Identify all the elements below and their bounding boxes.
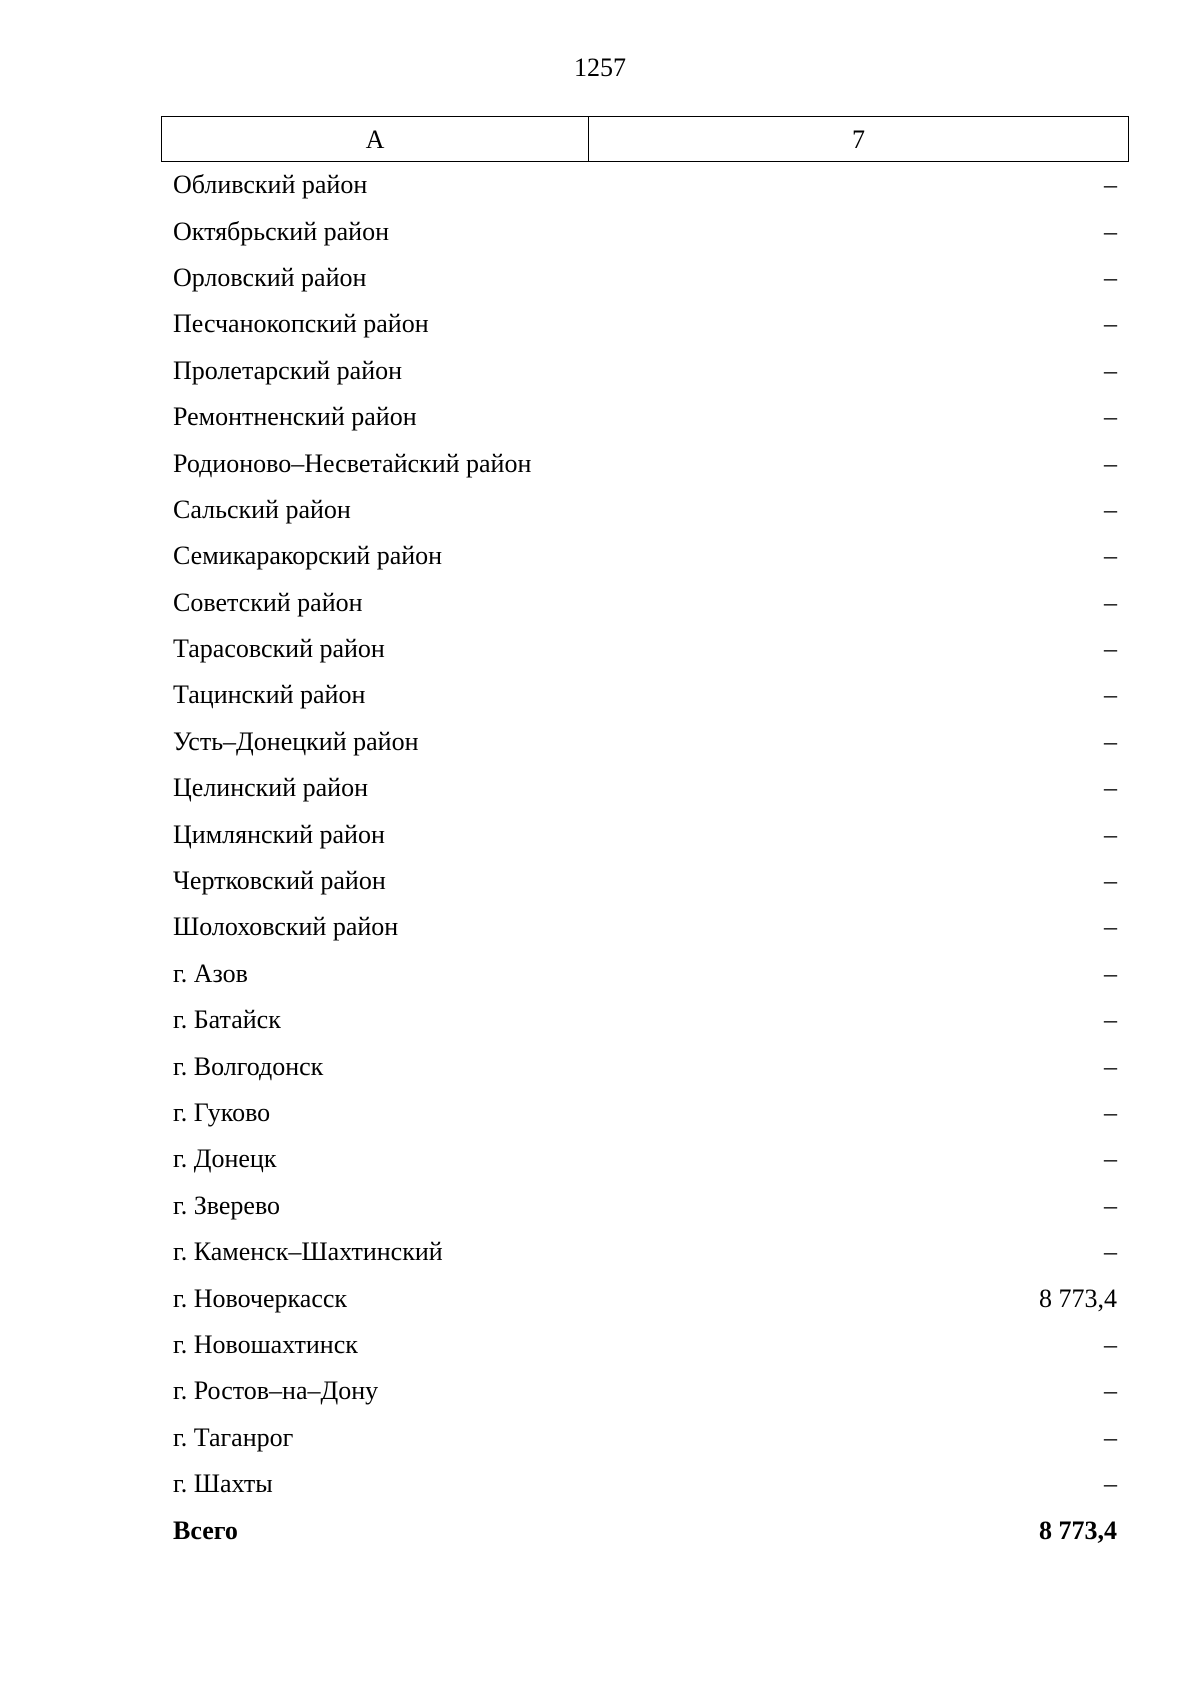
row-value: – <box>1104 1329 1117 1359</box>
row-name: г. Батайск <box>173 1005 281 1035</box>
row-name: Тацинский район <box>173 680 366 710</box>
table-row <box>161 1368 1129 1414</box>
row-name: г. Каменск–Шахтинский <box>173 1237 443 1267</box>
row-value: – <box>1104 680 1117 710</box>
row-name: Обливский район <box>173 170 368 200</box>
row-name: г. Таганрог <box>173 1422 294 1452</box>
table-row <box>161 1229 1129 1275</box>
row-name: г. Шахты <box>173 1469 273 1499</box>
row-value: – <box>1104 1190 1117 1220</box>
row-value: – <box>1104 541 1117 571</box>
table-row <box>161 440 1129 486</box>
table-row <box>161 626 1129 672</box>
row-name: Тарасовский район <box>173 634 385 664</box>
row-value: – <box>1104 1376 1117 1406</box>
row-value: – <box>1104 1098 1117 1127</box>
header-column-a: А <box>162 117 589 161</box>
row-name: г. Азов <box>173 958 248 988</box>
row-value: – <box>1104 309 1117 339</box>
row-name: г. Новошахтинск <box>173 1329 358 1359</box>
row-value: – <box>1104 726 1117 756</box>
table-row <box>161 765 1129 811</box>
row-name: Семикаракорский район <box>173 541 443 571</box>
row-value: – <box>1104 355 1117 385</box>
row-name: Советский район <box>173 587 363 617</box>
row-name: Цимлянский район <box>173 819 385 849</box>
table-row <box>161 1275 1129 1321</box>
table-body <box>161 162 1129 1554</box>
table-row <box>161 1043 1129 1089</box>
row-value: – <box>1104 1469 1117 1499</box>
row-name: г. Донецк <box>173 1144 277 1174</box>
row-name: г. Волгодонск <box>173 1051 324 1081</box>
row-value: – <box>1104 1005 1117 1035</box>
total-row <box>161 1507 1129 1553</box>
row-value: – <box>1104 587 1117 617</box>
table-row <box>161 533 1129 579</box>
table-row <box>161 672 1129 718</box>
row-value: – <box>1104 494 1117 524</box>
table-row <box>161 348 1129 394</box>
row-value: – <box>1104 912 1117 942</box>
row-value: – <box>1104 1422 1117 1452</box>
row-name: Чертковский район <box>173 866 386 896</box>
table-row <box>161 1415 1129 1461</box>
table-row <box>161 255 1129 301</box>
table-row <box>161 997 1129 1043</box>
budget-table <box>161 116 1129 1554</box>
table-row <box>161 1322 1129 1368</box>
row-name: Усть–Донецкий район <box>173 726 419 756</box>
row-name: Шолоховский район <box>173 912 399 942</box>
row-value: – <box>1104 819 1117 849</box>
page-number: 1257 <box>574 53 626 82</box>
table-row <box>161 580 1129 626</box>
table-row <box>161 1090 1129 1136</box>
table-row <box>161 719 1129 765</box>
row-value: – <box>1104 866 1117 896</box>
row-value: – <box>1104 1237 1117 1267</box>
table-row <box>161 951 1129 997</box>
table-row <box>161 394 1129 440</box>
row-name: Пролетарский район <box>173 355 403 385</box>
table-row <box>161 1136 1129 1182</box>
table-row <box>161 858 1129 904</box>
total-value: 8 773,4 <box>1039 1515 1117 1545</box>
row-value: – <box>1104 634 1117 664</box>
row-name: Орловский район <box>173 262 367 292</box>
table-row <box>161 162 1129 208</box>
header-column-7: 7 <box>852 125 865 154</box>
row-name: г. Ростов–на–Дону <box>173 1376 379 1406</box>
table-row <box>161 487 1129 533</box>
row-value: – <box>1104 958 1117 988</box>
row-name: Ремонтненский район <box>173 402 417 432</box>
row-name: г. Гуково <box>173 1098 271 1127</box>
row-value: – <box>1104 262 1117 292</box>
row-name: Октябрьский район <box>173 216 389 246</box>
row-name: Сальский район <box>173 494 351 524</box>
row-value: – <box>1104 170 1117 200</box>
table-row <box>161 208 1129 254</box>
row-value: – <box>1104 1051 1117 1081</box>
row-value: – <box>1104 773 1117 803</box>
table-row <box>161 904 1129 950</box>
row-name: Родионово–Несветайский район <box>173 448 532 478</box>
table-row <box>161 811 1129 857</box>
row-name: Песчанокопский район <box>173 309 429 339</box>
row-name: г. Зверево <box>173 1190 281 1220</box>
row-name: Целинский район <box>173 773 368 803</box>
table-header <box>161 116 1129 162</box>
row-value: 8 773,4 <box>1039 1283 1117 1313</box>
total-label: Всего <box>173 1515 238 1545</box>
table-row <box>161 1461 1129 1507</box>
row-value: – <box>1104 402 1117 432</box>
table-row <box>161 1183 1129 1229</box>
row-value: – <box>1104 216 1117 246</box>
row-value: – <box>1104 1144 1117 1174</box>
row-name: г. Новочеркасск <box>173 1283 348 1313</box>
row-value: – <box>1104 448 1117 478</box>
table-row <box>161 301 1129 347</box>
